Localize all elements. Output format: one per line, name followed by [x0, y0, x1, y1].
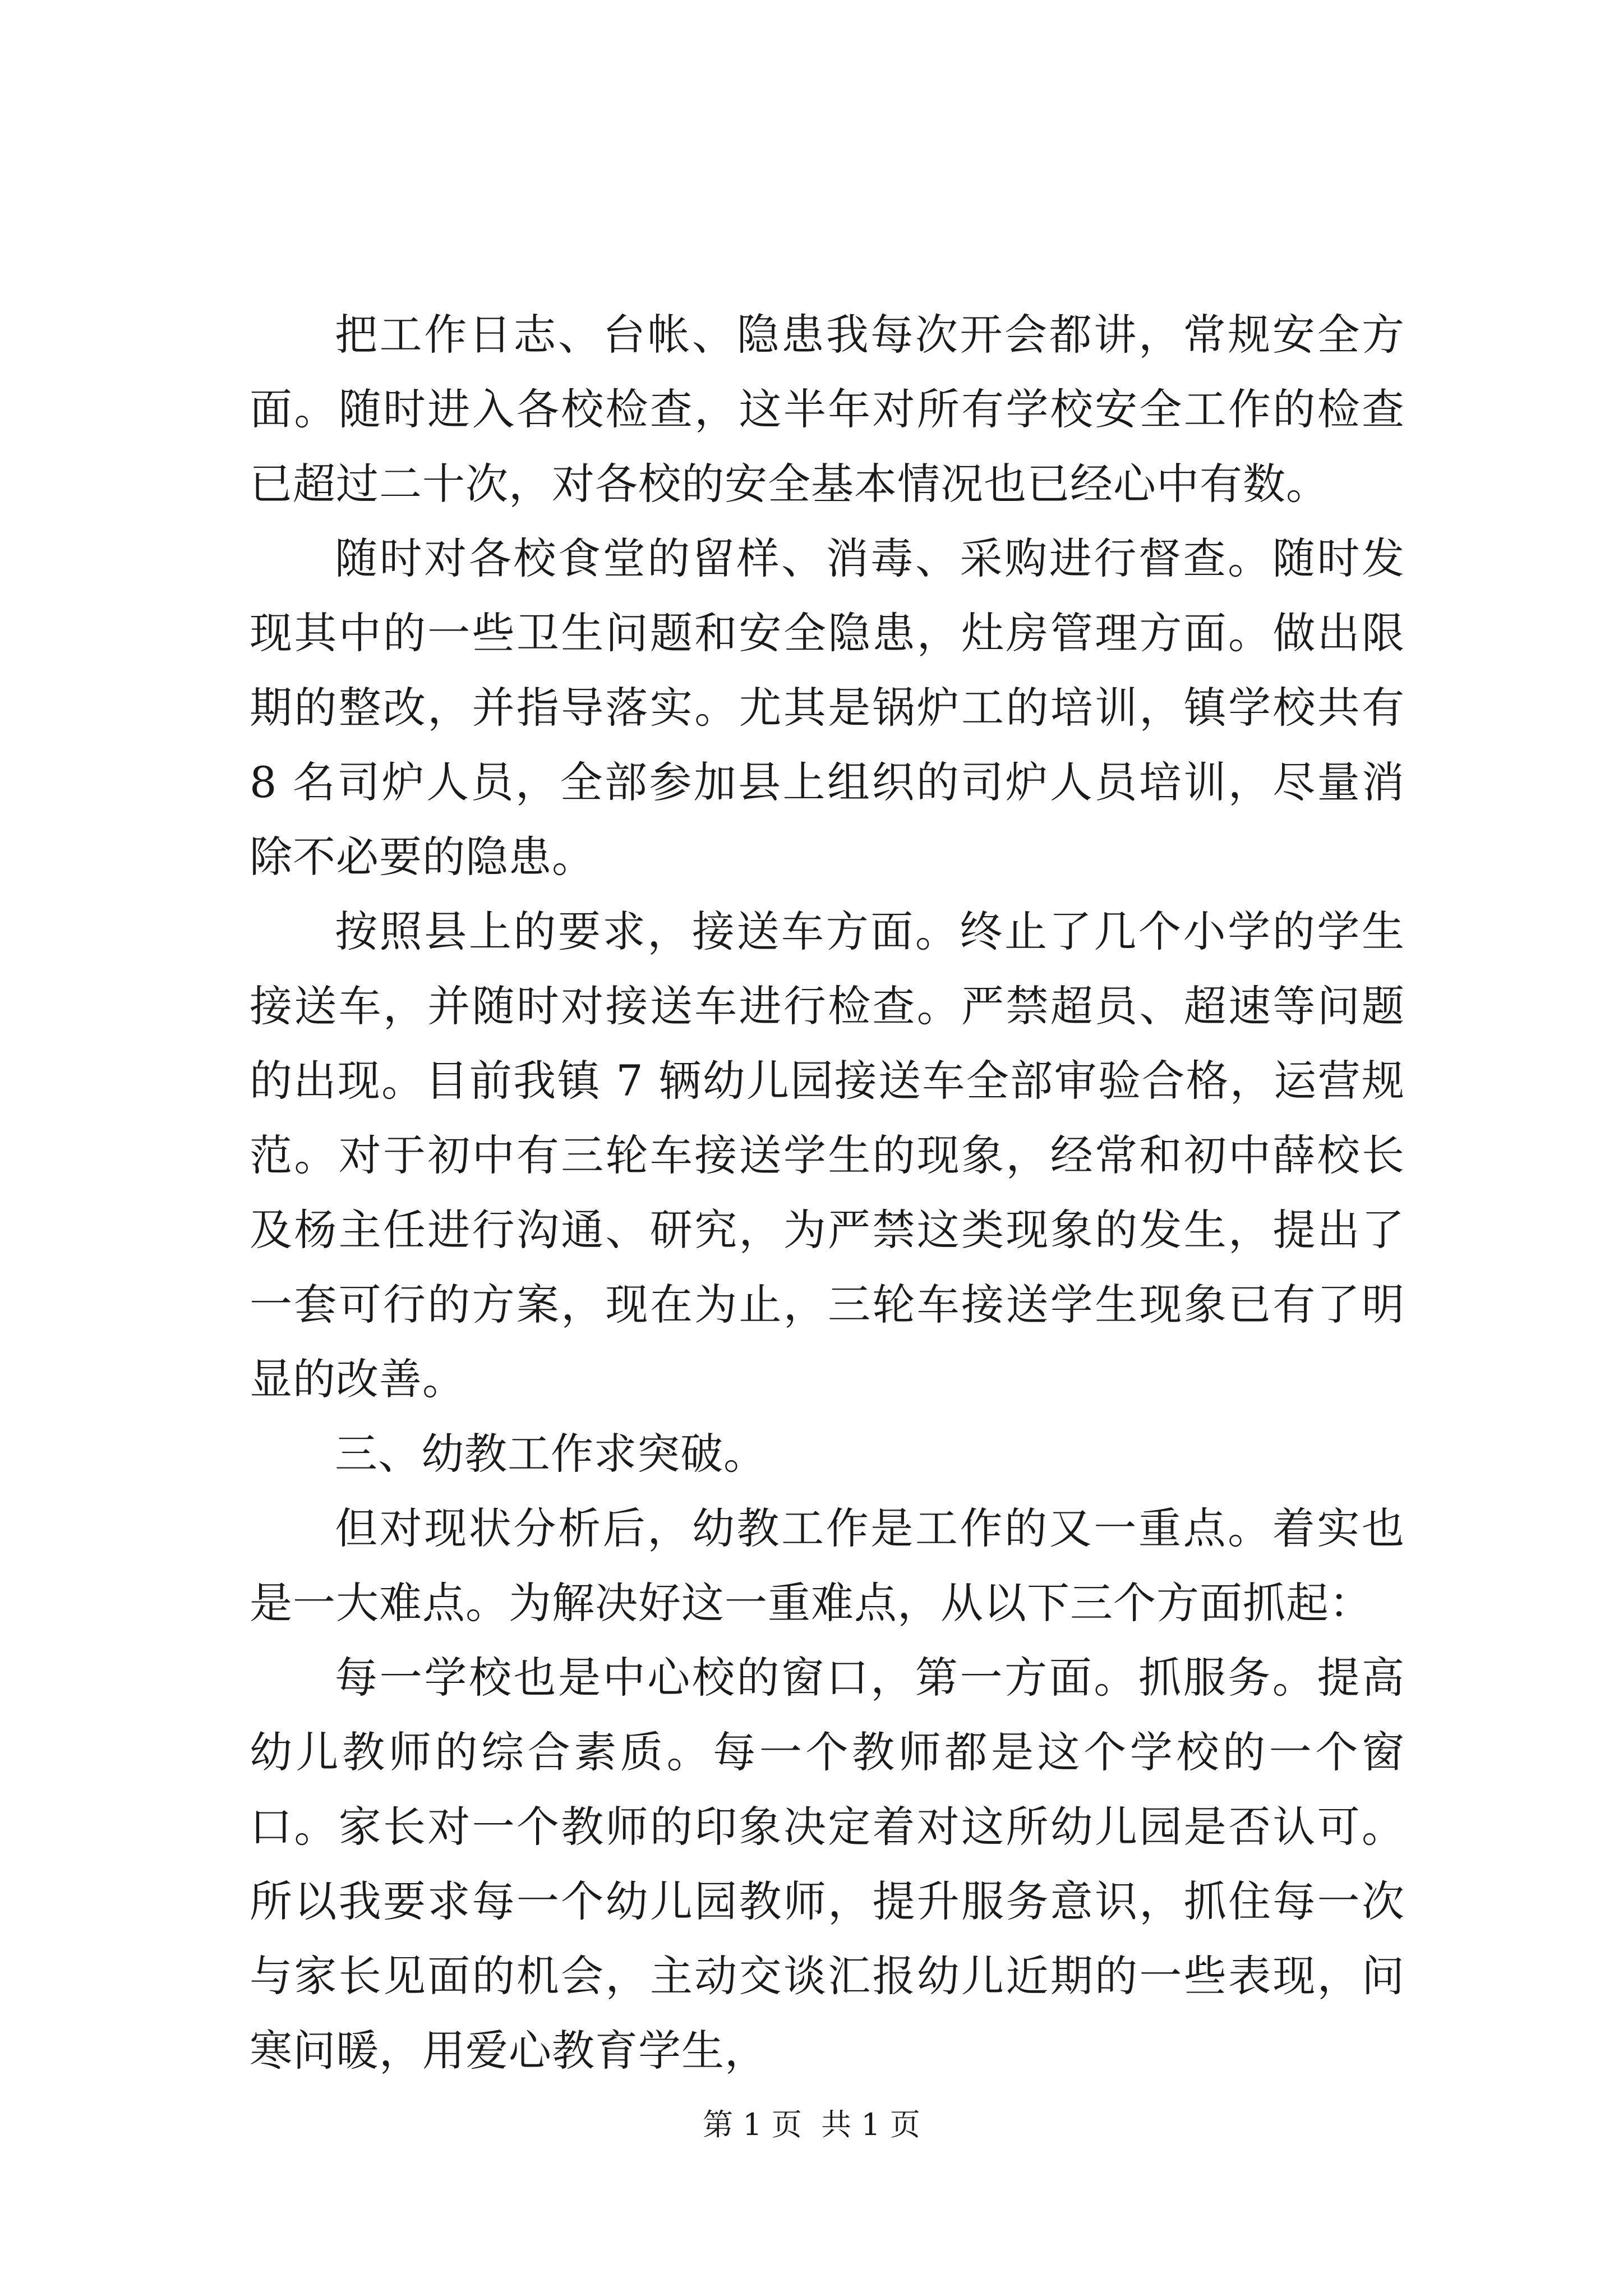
paragraph: 按照县上的要求，接送车方面。终止了几个小学的学生接送车，并随时对接送车进行检查。严禁超员、超速等问题的出现。目前我镇 7 辆幼儿园接送车全部审验合格，运营规范。对于初中有三轮车接送学生的现象，经常和初中薛校长及杨主任进行沟通、研究，为严禁这类现象的发生，提出了一套可行的方案，现在为止，三轮车接送学生现象已有了明显的改善。: [250, 907, 1405, 1404]
paragraph: 但对现状分析后，幼教工作是工作的又一重点。着实也是一大难点。为解决好这一重难点，从以下三个方面抓起：: [250, 1503, 1405, 1628]
document-body: [250, 297, 1405, 2088]
paragraph: 把工作日志、台帐、隐患我每次开会都讲，常规安全方面。随时进入各校检查，这半年对所有学校安全工作的检查已超过二十次，对各校的安全基本情况也已经心中有数。: [250, 310, 1405, 509]
paragraph: 每一学校也是中心校的窗口，第一方面。抓服务。提高幼儿教师的综合素质。每一个教师都是这个学校的一个窗口。家长对一个教师的印象决定着对这所幼儿园是否认可。所以我要求每一个幼儿园教师，提升服务意识，抓住每一次与家长见面的机会，主动交谈汇报幼儿近期的一些表现，问寒问暖，用爱心教育学生，: [250, 1653, 1405, 2076]
section-heading: 三、幼教工作求突破。: [335, 1429, 767, 1479]
paragraph: 随时对各校食堂的留样、消毒、采购进行督查。随时发现其中的一些卫生问题和安全隐患，灶房管理方面。做出限期的整改，并指导落实。尤其是锅炉工的培训，镇学校共有 8 名司炉人员，全部参加县上组织的司炉人员培训，尽量消除不必要的隐患。: [250, 533, 1405, 882]
page-footer: 第 1 页 共 1 页: [703, 2107, 920, 2142]
